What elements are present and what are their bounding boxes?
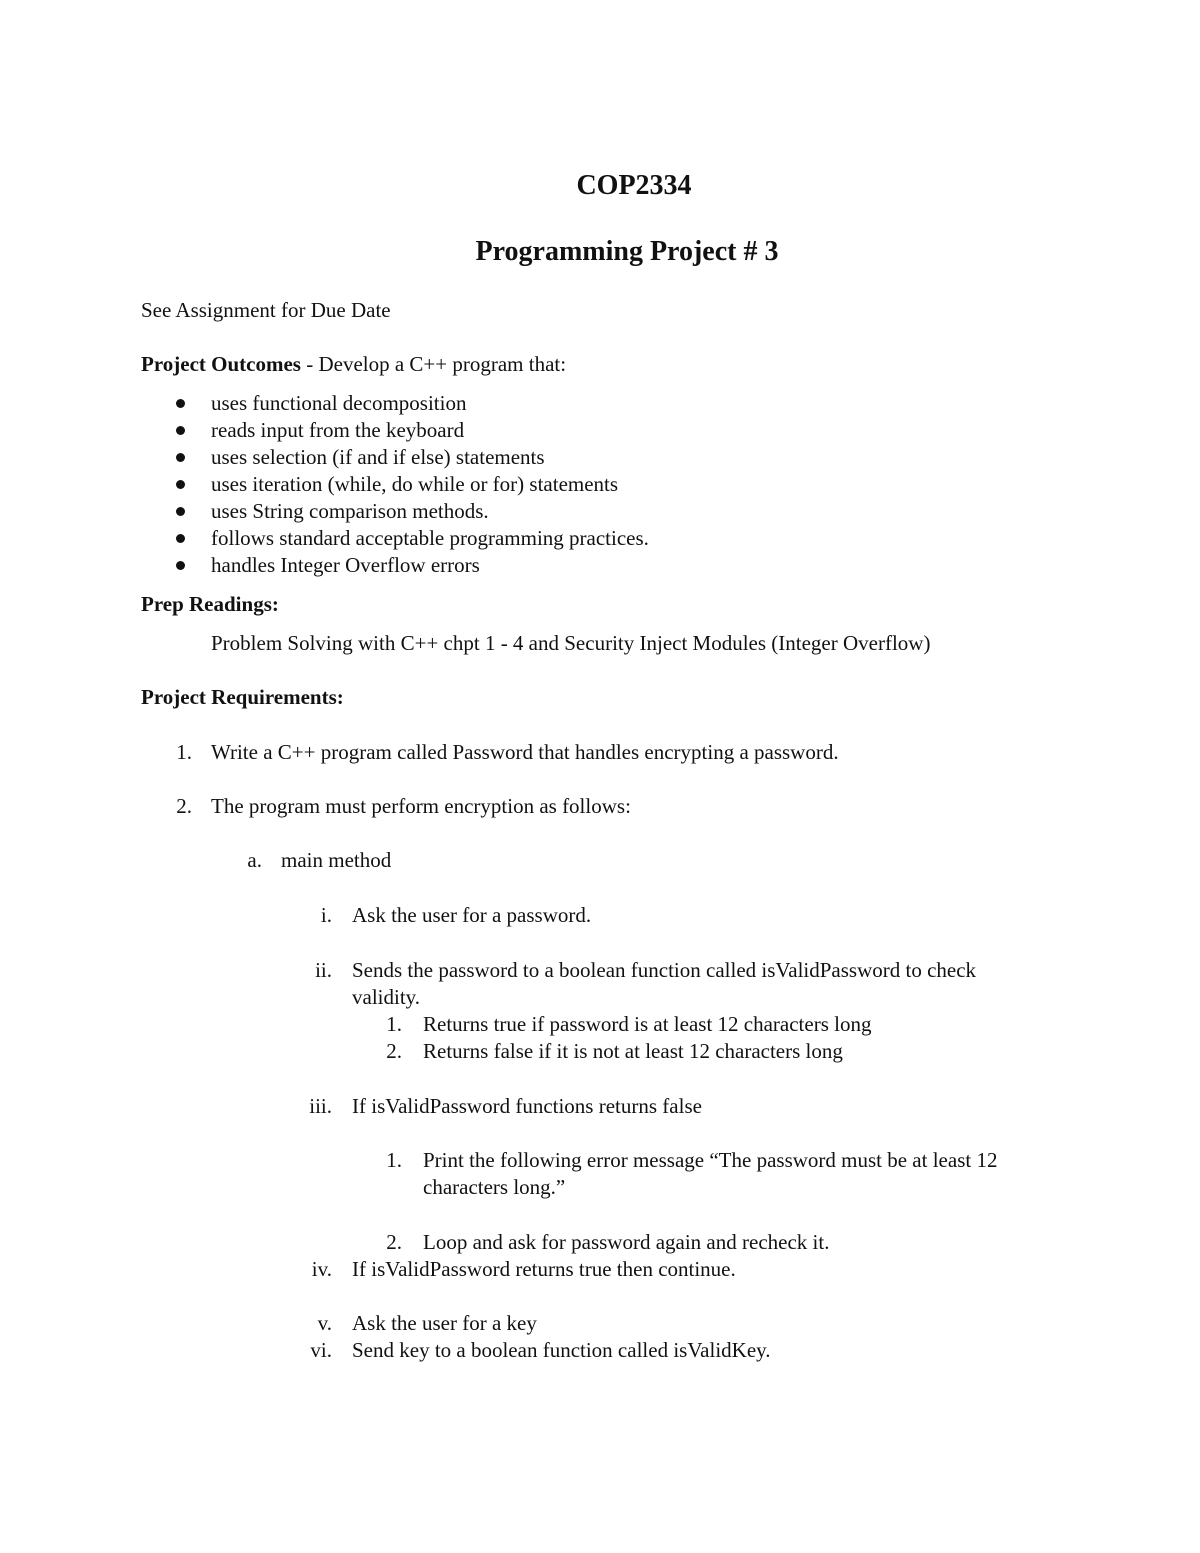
list-item: uses iteration (while, do while or for) statements <box>211 472 619 496</box>
req-roman: v. <box>317 1311 332 1335</box>
req-subnumber: 1. <box>386 1012 402 1036</box>
due-date-note: See Assignment for Due Date <box>141 298 391 322</box>
req-text: The program must perform encryption as follows: <box>211 794 631 818</box>
list-item: follows standard acceptable programming practices. <box>211 526 649 550</box>
req-text: Sends the password to a boolean function called isValidPassword to check <box>352 958 977 982</box>
req-roman: iii. <box>309 1094 332 1118</box>
req-subnumber: 2. <box>386 1230 402 1254</box>
req-subnumber: 1. <box>386 1148 402 1172</box>
req-text: Print the following error message “The password must be at least 12 <box>423 1148 998 1172</box>
bullet-icon <box>176 534 185 543</box>
req-text: Write a C++ program called Password that handles encrypting a password. <box>211 740 839 764</box>
list-item: uses selection (if and if else) statements <box>211 445 545 469</box>
outcomes-line <box>141 350 566 378</box>
outcomes-intro: - Develop a C++ program that: <box>300 352 567 376</box>
req-roman: ii. <box>315 958 332 982</box>
req-text: If isValidPassword returns true then continue. <box>352 1257 736 1281</box>
course-title: COP2334 <box>576 170 692 201</box>
req-text: If isValidPassword functions returns false <box>352 1094 702 1118</box>
bullet-icon <box>176 561 185 570</box>
list-item: handles Integer Overflow errors <box>211 553 480 577</box>
req-text: Ask the user for a key <box>352 1311 537 1335</box>
prep-text: Problem Solving with C++ chpt 1 - 4 and Security Inject Modules (Integer Overflow) <box>211 631 931 655</box>
list-item: uses String comparison methods. <box>211 499 489 523</box>
project-title: Programming Project # 3 <box>475 236 779 267</box>
prep-heading: Prep Readings: <box>141 592 279 616</box>
req-number: 2. <box>176 794 192 818</box>
req-letter: a. <box>247 848 262 872</box>
bullet-icon <box>176 507 185 516</box>
req-number: 1. <box>176 740 192 764</box>
bullet-icon <box>176 480 185 489</box>
req-subnumber: 2. <box>386 1039 402 1063</box>
req-text: Returns true if password is at least 12 characters long <box>423 1012 872 1036</box>
req-text: main method <box>281 848 392 872</box>
outcomes-heading: Project Outcomes <box>141 352 301 376</box>
bullet-icon <box>176 399 185 408</box>
list-item: uses functional decomposition <box>211 391 467 415</box>
req-roman: iv. <box>311 1257 332 1281</box>
bullet-icon <box>176 453 185 462</box>
req-roman: vi. <box>310 1338 332 1362</box>
req-text: Send key to a boolean function called isValidKey. <box>352 1338 771 1362</box>
req-text: validity. <box>352 985 421 1009</box>
req-text: Returns false if it is not at least 12 characters long <box>423 1039 843 1063</box>
req-text: Ask the user for a password. <box>352 903 592 927</box>
req-text: characters long.” <box>423 1175 566 1199</box>
req-text: Loop and ask for password again and recheck it. <box>423 1230 830 1254</box>
requirements-heading: Project Requirements: <box>141 685 344 709</box>
bullet-icon <box>176 426 185 435</box>
list-item: reads input from the keyboard <box>211 418 465 442</box>
req-roman: i. <box>320 903 332 927</box>
